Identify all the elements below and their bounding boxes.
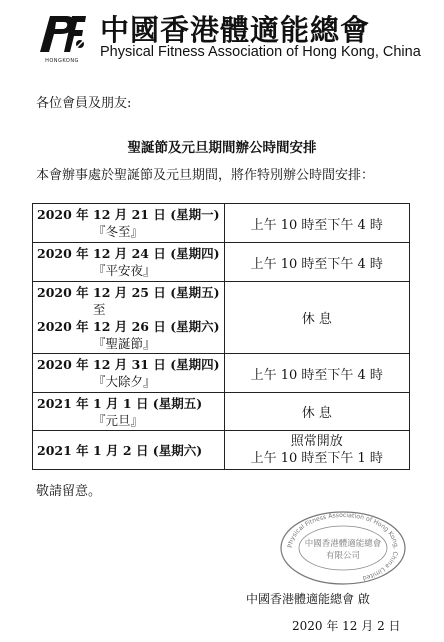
table-row: [33, 431, 410, 470]
stamp-ring-text: Physical Fitness Association of Hong Kong, China Limited: [286, 511, 400, 582]
org-name-chinese: 中國香港體適能總會: [100, 13, 371, 47]
date-text: 2020 年 12 月 24 日 (星期四): [37, 246, 220, 261]
date-cell: [33, 243, 225, 282]
date-text: 2020 年 12 月 31 日 (星期四): [37, 357, 220, 372]
table-row: [33, 354, 410, 393]
status-cell: 上午 10 時至下午 4 時: [224, 204, 409, 243]
greeting: 各位會員及朋友:: [36, 96, 132, 111]
date-cell: [33, 204, 225, 243]
table-row: [33, 204, 410, 243]
letter-date: 2020 年 12 月 2 日: [292, 619, 401, 633]
stamp-center-line2: 有限公司: [325, 551, 361, 561]
festival-name: 『大除夕』: [93, 374, 156, 389]
stamp-center-line1: 中國香港體適能總會: [304, 539, 382, 549]
intro-text: 本會辦事處於聖誕節及元旦期間，將作特別辦公時間安排：: [36, 168, 375, 183]
closing-text: 敬請留意。: [36, 484, 102, 499]
date-cell: [33, 431, 225, 470]
date-text: 2021 年 1 月 2 日 (星期六): [37, 442, 203, 458]
status-hours: 上午 10 時至下午 1 時: [250, 451, 383, 466]
table-row: [33, 393, 410, 431]
table-row: [33, 282, 410, 354]
date-text-end: 2020 年 12 月 26 日 (星期六): [37, 318, 220, 334]
logo-subtitle: HONGKONG: [45, 58, 79, 64]
table-row: [33, 243, 410, 282]
festival-name: 『聖誕節』: [93, 335, 156, 351]
status-cell: [224, 431, 409, 470]
date-text: 2020 年 12 月 25 日 (星期五): [37, 284, 220, 300]
office-hours-table: [32, 203, 410, 470]
festival-name: 『冬至』: [93, 224, 144, 239]
status-cell: 上午 10 時至下午 4 時: [224, 243, 409, 282]
date-text: 2020 年 12 月 21 日 (星期一): [37, 207, 220, 222]
status-cell: 休 息: [224, 282, 409, 354]
status-text: 照常開放: [290, 434, 343, 449]
status-cell: 休 息: [224, 393, 409, 431]
range-connector: 至: [93, 301, 106, 317]
org-name-english: Physical Fitness Association of Hong Kong, China: [100, 44, 421, 60]
status-cell: 上午 10 時至下午 4 時: [224, 354, 409, 393]
company-stamp: [278, 510, 408, 586]
date-cell: [33, 393, 225, 431]
pfa-logo: [36, 10, 88, 56]
notice-title: 聖誕節及元旦期間辦公時間安排: [127, 140, 317, 156]
date-text: 2021 年 1 月 1 日 (星期五): [37, 395, 203, 411]
date-cell: [33, 354, 225, 393]
date-cell: [33, 282, 225, 354]
festival-name: 『平安夜』: [93, 263, 156, 278]
signoff: 中國香港體適能總會 啟: [246, 592, 370, 606]
festival-name: 『元旦』: [93, 412, 144, 428]
